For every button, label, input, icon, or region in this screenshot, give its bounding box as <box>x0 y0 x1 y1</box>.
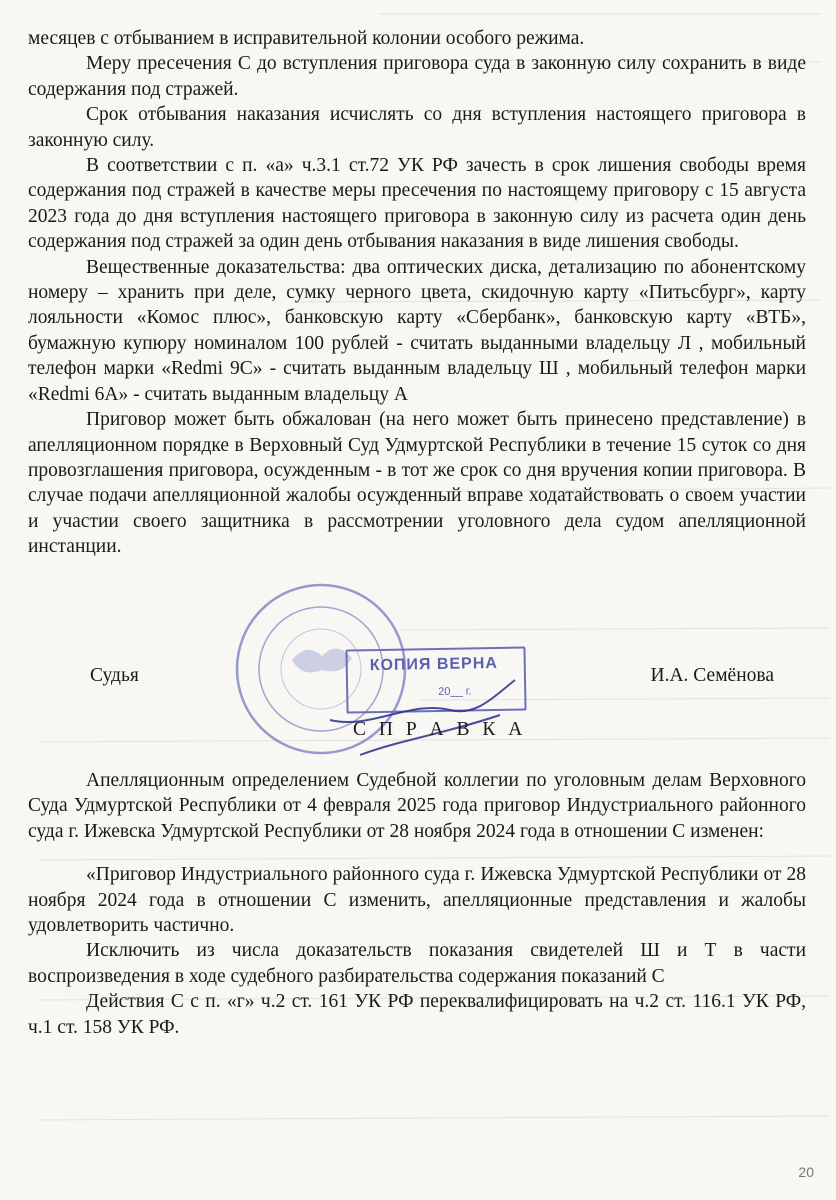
paragraph-requalification: Действия С с п. «г» ч.2 ст. 161 УК РФ переквалифицировать на ч.2 ст. 116.1 УК РФ, ч.1 ст. 158 УК РФ. <box>28 991 806 1038</box>
paragraph-term-start: Срок отбывания наказания исчислять со дня вступления настоящего приговора в законную силу. <box>28 104 806 151</box>
paragraph-ruling-quote: «Приговор Индустриального районного суда г. Ижевска Удмуртской Республики от 28 ноября 2024 года в отношении С изменить, апелляционные представления и жалобы удовлетворить частично. <box>28 864 806 937</box>
paragraph-excluded-evidence: Исключить из числа доказательств показания свидетелей Ш и Т в части воспроизведения в ходе судебного разбирательства содержания показаний С <box>28 940 806 987</box>
judge-name: И.А. Семёнова <box>650 665 774 686</box>
paragraph-preventive-measure: Меру пресечения С до вступления приговора суда в законную силу сохранить в виде содержания под стражей. <box>28 53 806 100</box>
stamp-text: КОПИЯ ВЕРНА <box>369 654 499 675</box>
paragraph-appeal-rights: Приговор может быть обжалован (на него может быть принесено представление) в апелляционном порядке в Верховный Суд Удмуртской Республики в течение 15 суток со дня провозглашения приговора, осужденным - в тот же срок со дня вручения копии приговора. В случае подачи апелляционной жалобы осужденный вправе ходатайствовать о своем участии и участии своего защитника в рассмотрении уголовного дела судом апелляционной инстанции. <box>28 409 806 558</box>
section-heading-spravka: С П Р А В К А <box>353 719 527 740</box>
paragraph-sentence-end: месяцев с отбыванием в исправительной колонии особого режима. <box>28 28 585 49</box>
stamp-date: 20__ г. <box>438 685 472 698</box>
paragraph-detention-credit: В соответствии с п. «а» ч.3.1 ст.72 УК РФ зачесть в срок лишения свободы время содержания под стражей в качестве меры пресечения по настоящему приговору с 15 августа 2023 года до дня вступления настоящего приговора в законную силу из расчета один день содержания под стражей за один день отбывания наказания в виде лишения свободы. <box>28 155 806 253</box>
paragraph-appellate-ruling: Апелляционным определением Судебной коллегии по уголовным делам Верховного Суда Удмуртской Республики от 4 февраля 2025 года приговор Индустриального районного суда г. Ижевска Удмуртской Республики от 28 ноября 2024 года в отношении С изменен: <box>28 770 806 842</box>
judge-label: Судья <box>90 665 139 686</box>
page-number: 20 <box>798 1164 814 1180</box>
paragraph-evidence: Вещественные доказательства: два оптических диска, детализацию по абонентскому номеру – хранить при деле, сумку черного цвета, скидочную карту «Питьсбург», карту лояльности «Комос плюс», банковскую карту «Сбербанк», банковскую карту «ВТБ», бумажную купюру номиналом 100 рублей - считать выданными владельцу Л , мобильный телефон марки «Redmi 9C» - считать выданным владельцу Ш , мобильный телефон марки «Redmi 6A» - считать выданным владельцу А <box>28 256 806 405</box>
document-body-top <box>28 26 806 560</box>
document-body-bottom <box>28 768 806 1040</box>
handwritten-signature <box>300 660 560 770</box>
